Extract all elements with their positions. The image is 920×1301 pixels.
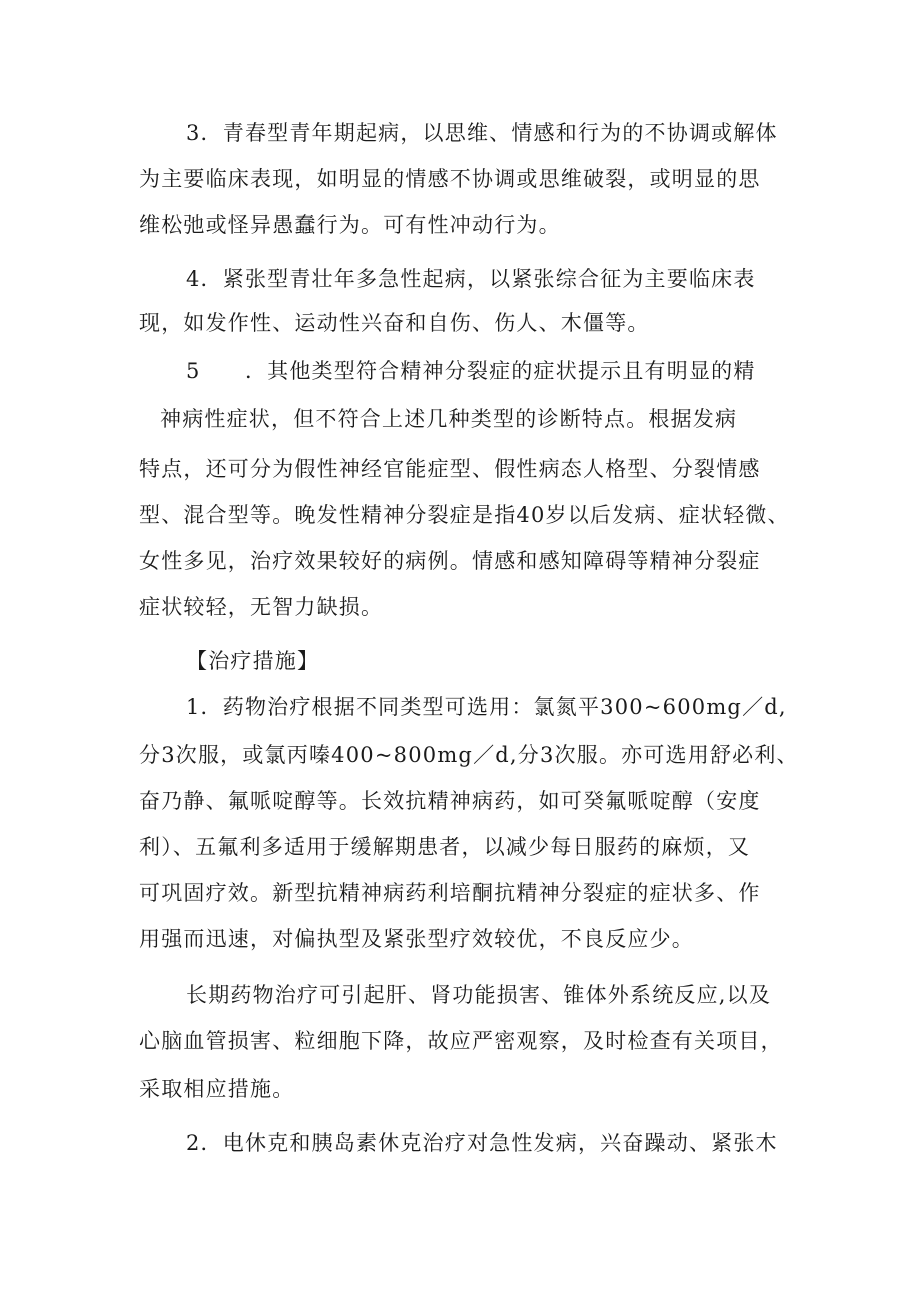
paragraph-3-line-3: 维松弛或怪异愚蠢行为。可有性冲动行为。 bbox=[139, 213, 561, 237]
long-term-line-2: 心脑血管损害、粒细胞下降，故应严密观察，及时检查有关项目， bbox=[139, 1029, 783, 1053]
paragraph-5-line-1: 5 ．其他类型符合精神分裂症的症状提示且有明显的精 bbox=[186, 359, 756, 383]
treatment-1-line-5: 可巩固疗效。新型抗精神病药利培酮抗精神分裂症的症状多、作 bbox=[139, 881, 761, 905]
paragraph-4-line-2: 现，如发作性、运动性兴奋和自伤、伤人、木僵等。 bbox=[139, 311, 650, 335]
paragraph-5-line-5: 女性多见，治疗效果较好的病例。情感和感知障碍等精神分裂症 bbox=[139, 549, 761, 573]
treatment-1-line-2: 分3次服，或氯丙嗪400~800mg／d,分3次服。亦可选用舒必利、 bbox=[139, 743, 799, 767]
paragraph-5-line-4: 型、混合型等。晚发性精神分裂症是指40岁以后发病、症状轻微、 bbox=[139, 503, 790, 527]
paragraph-4-line-1: 4．紧张型青壮年多急性起病，以紧张综合征为主要临床表 bbox=[186, 267, 756, 291]
treatment-1-line-1: 1．药物治疗根据不同类型可选用：氯氮平300~600mg／d, bbox=[186, 695, 787, 719]
paragraph-5-line-6: 症状较轻，无智力缺损。 bbox=[139, 595, 384, 619]
paragraph-5-line-2: 神病性症状，但不符合上述几种类型的诊断特点。根据发病 bbox=[160, 407, 738, 431]
treatment-heading: 【治疗措施】 bbox=[186, 649, 320, 673]
paragraph-3-line-2: 为主要临床表现，如明显的情感不协调或思维破裂，或明显的思 bbox=[139, 167, 761, 191]
paragraph-5-line-3: 特点，还可分为假性神经官能症型、假性病态人格型、分裂情感 bbox=[139, 457, 761, 481]
treatment-1-line-4: 利）、五氟利多适用于缓解期患者，以减少每日服药的麻烦，又 bbox=[139, 835, 751, 859]
long-term-line-3: 采取相应措施。 bbox=[139, 1077, 295, 1101]
treatment-1-line-3: 奋乃静、氟哌啶醇等。长效抗精神病药，如可癸氟哌啶醇（安度 bbox=[139, 789, 761, 813]
treatment-2-line-1: 2．电休克和胰岛素休克治疗对急性发病，兴奋躁动、紧张木 bbox=[186, 1131, 778, 1155]
long-term-line-1: 长期药物治疗可引起肝、肾功能损害、锥体外系统反应,以及 bbox=[186, 983, 772, 1007]
paragraph-3-line-1: 3．青春型青年期起病，以思维、情感和行为的不协调或解体 bbox=[186, 121, 778, 145]
treatment-1-line-6: 用强而迅速，对偏执型及紧张型疗效较优，不良反应少。 bbox=[139, 927, 694, 951]
